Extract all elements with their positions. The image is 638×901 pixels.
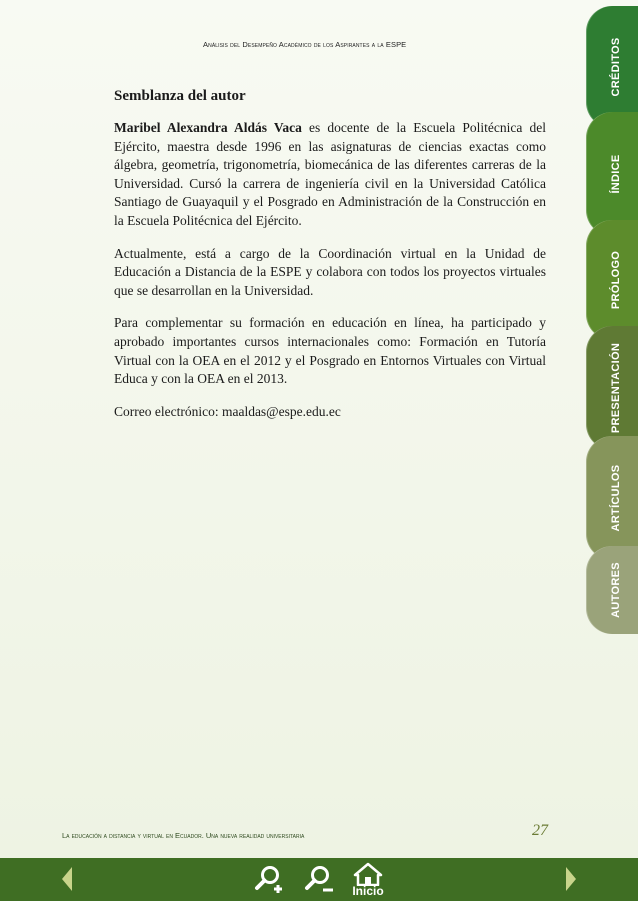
tab-presentacion-label: PRESENTACIÓN: [610, 342, 622, 434]
paragraph-3: Para complementar su formación en educación en línea, ha participado y aprobado importantes cursos internacionales como: Formación en Tutoría Virtual con la OEA en el 2012 y el Posgrado en Entornos Virtuales con Virtual Educa y con la OEA en el 2013.: [114, 315, 546, 387]
tab-prologo-label: PRÓLOGO: [610, 250, 622, 310]
author-name: Maribel Alexandra Aldás Vaca: [114, 120, 302, 135]
tab-presentacion[interactable]: [586, 326, 638, 450]
bottom-navbar: [0, 858, 638, 901]
home-button[interactable]: [346, 862, 390, 900]
paragraph-2: Actualmente, está a cargo de la Coordinación virtual en la Unidad de Educación a Distancia de la ESPE y colabora con todos los proyectos virtuales que se desarrollan en la Universidad.: [114, 245, 546, 298]
tab-autores[interactable]: [586, 546, 638, 634]
tab-indice-label: ÍNDICE: [610, 154, 622, 194]
tab-articulos-label: ARTÍCULOS: [610, 464, 622, 532]
arrow-left-icon[interactable]: [62, 867, 72, 891]
zoom-out-icon[interactable]: [302, 864, 334, 896]
paragraph-1: [114, 119, 546, 231]
arrow-right-icon[interactable]: [566, 867, 576, 891]
section-heading: Semblanza del autor: [114, 88, 246, 104]
tab-autores-label: AUTORES: [610, 562, 622, 618]
main-content: [114, 88, 546, 435]
home-icon: [346, 862, 390, 886]
running-header: Análisis del Desempeño Académico de los Aspirantes a la ESPE: [203, 40, 407, 49]
tab-creditos[interactable]: [586, 6, 638, 128]
zoom-in-icon[interactable]: [252, 864, 284, 896]
home-label: Inicio: [352, 884, 384, 898]
email-line: Correo electrónico: maaldas@espe.edu.ec: [114, 403, 341, 419]
tab-articulos[interactable]: [586, 436, 638, 560]
tab-indice[interactable]: [586, 112, 638, 236]
page-number: 27: [532, 822, 548, 839]
paragraph-1-text: es docente de la Escuela Politécnica del Ejército, maestra desde 1996 en las asignaturas de ciencias exactas como álgebra, geometría, trigonometría, biomecánica de las diferentes carreras de la Universidad. Cursó la carrera de ingeniería civil en la Universidad Católica Santiago de Guayaquil y el Posgrado en Administración de la Construcción en la Escuela Politécnica del Ejército.: [114, 120, 547, 228]
tab-creditos-label: CRÉDITOS: [610, 37, 622, 97]
running-footer: La educación a distancia y virtual en Ecuador. Una nueva realidad universitaria: [62, 831, 305, 840]
tab-prologo[interactable]: [586, 220, 638, 340]
